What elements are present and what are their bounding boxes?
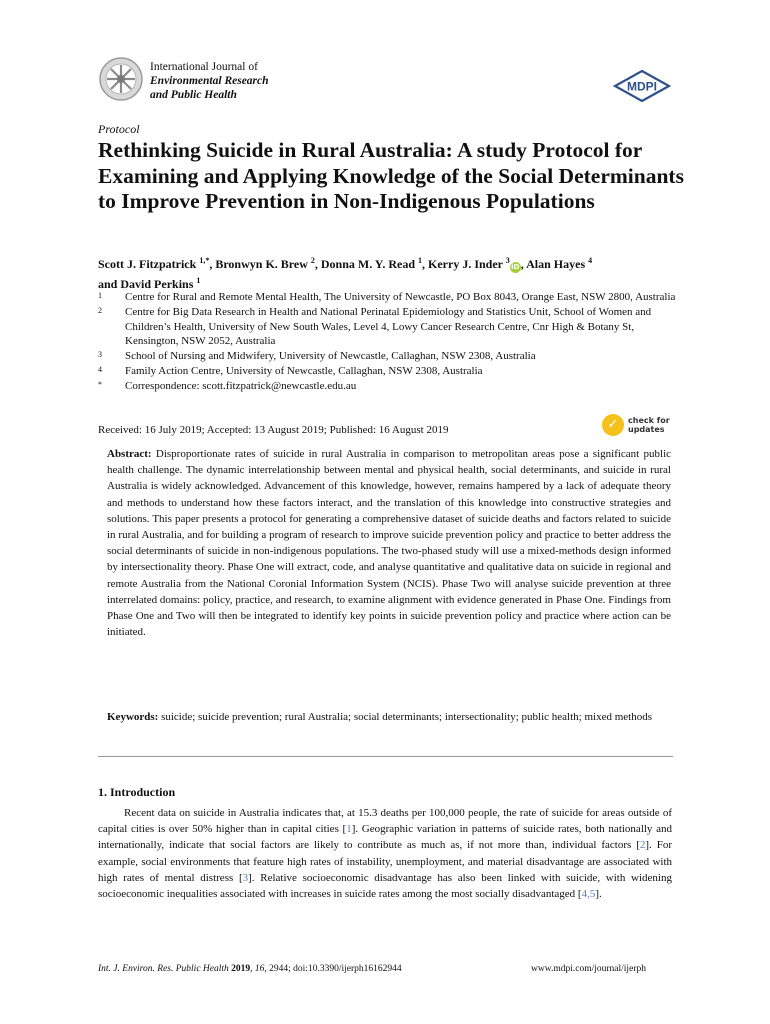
author-name: Scott J. Fitzpatrick	[98, 257, 197, 271]
footer-year: 2019	[231, 964, 251, 974]
affiliation-number: *	[98, 379, 102, 389]
abstract	[107, 446, 671, 640]
abstract-label: Abstract:	[107, 448, 152, 460]
journal-name-line2: Environmental Research	[150, 75, 269, 87]
affiliation-text: School of Nursing and Midwifery, University of Newcastle, Callaghan, NSW 2308, Australia	[125, 350, 536, 363]
citation-link[interactable]: 1	[346, 823, 352, 836]
section-heading: 1. Introduction	[98, 785, 176, 799]
affiliation-text: Family Action Centre, University of Newcastle, Callaghan, NSW 2308, Australia	[125, 364, 483, 377]
affiliation-number: 4	[98, 364, 102, 374]
footer-url[interactable]: www.mdpi.com/journal/ijerph	[531, 964, 646, 974]
affiliation-item	[98, 305, 678, 349]
affiliation-number: 2	[98, 305, 102, 315]
affiliation-item	[98, 364, 678, 379]
footer-journal: Int. J. Environ. Res. Public Health	[98, 964, 229, 974]
publication-dates: Received: 16 July 2019; Accepted: 13 August 2019; Published: 16 August 2019	[98, 424, 449, 436]
author-affil-sup: 1	[418, 256, 423, 265]
affiliation-list	[98, 290, 678, 394]
author-list: Scott J. Fitzpatrick $^{1,*}$, Bronwyn K. Brew $^2$, Donna M. Y. Read $^1$, Kerry J. Inder $^3$iD, Alan Hayes $^4$ and David Perkins $^1$	[98, 256, 593, 291]
affiliation-number: 3	[98, 350, 102, 360]
affiliation-number: 1	[98, 291, 102, 300]
citation-link[interactable]: 3	[242, 871, 249, 884]
article-type: Protocol	[98, 122, 140, 136]
author-name: Alan Hayes	[526, 257, 586, 271]
affiliation-item	[98, 290, 678, 305]
author-name: Donna M. Y. Read	[320, 257, 416, 271]
check-for-updates-button[interactable]	[602, 412, 674, 438]
correspondence-text[interactable]: Correspondence: scott.fitzpatrick@newcastle.edu.au	[125, 379, 357, 392]
citation-link[interactable]: 4,5	[581, 888, 596, 901]
abstract-text: Disproportionate rates of suicide in rural Australia in comparison to metropolitan areas pose a significant public health challenge. The dynamic interrelationship between mental and physical health, social determinants, and suicide in rural Australia is widely acknowledged. Advancement of this knowledge, however, remains hampered by a lack of adequate theory and methods to understand how these factors interact, and the translation of this knowledge into constructive strategies and solutions. This paper presents a protocol for generating a comprehensive dataset of suicide deaths and factors related to suicide in rural Australia, and for building a program of research to improve suicide prevention policy and practice to better address the social determinants of suicide in non-indigenous populations. The two-phased study will use a mixed-methods design informed by intersectionality theory. Phase One will extract, code, and analyse quantitative and qualitative data on suicide in regional and remote Australia from the National Coronial Information System (NCIS). Phase Two will analyse suicide prevention at three interrelated domains: policy, practice, and research, to examine alignment with evidence generated in Phase One. Findings from Phase One and Two will then be integrated to identify key points in suicide prevention policy and practice where action can be initiated.	[107, 448, 672, 639]
journal-name-line1: International Journal of	[150, 61, 258, 73]
author-conjunction: and	[98, 277, 118, 291]
check-updates-line1: check for	[628, 416, 670, 425]
mdpi-logo-icon	[612, 70, 672, 102]
author-name: Bronwyn K. Brew	[215, 257, 308, 271]
author-affil-sup: 1	[196, 276, 201, 285]
affiliation-text: Centre for Big Data Research in Health and National Perinatal Epidemiology and Statistics Unit, School of Women and Children’s Health, University of New South Wales, Level 4, Lowy Cancer Research Centre, Cnr High & Botany St, Kensington, NSW 2052, Australia	[125, 305, 652, 348]
section-divider	[98, 756, 673, 757]
intro-text: ]. For example, social environments that feature high rates of instability, unemployment, and material disadvantage are associated with high rates of mental distress [	[98, 839, 672, 884]
check-updates-line2: updates	[628, 425, 665, 434]
citation-link[interactable]: 2	[639, 839, 646, 852]
article-title: Rethinking Suicide in Rural Australia: A study Protocol for Examining and Applying Knowledge of the Social Determinants to Improve Prevention in Non-Indigenous Populations	[98, 138, 684, 213]
affiliation-item	[98, 379, 678, 394]
affiliation-text: Centre for Rural and Remote Mental Health, The University of Newcastle, PO Box 8043, Orange East, NSW 2800, Australia	[125, 291, 676, 303]
author-name: Kerry J. Inder	[428, 257, 503, 271]
author-affil-sup: 2	[310, 256, 315, 265]
intro-text: ]. Relative socioeconomic disadvantage has also been linked with suicide, with widening socioeconomic inequalities associated with increases in suicide rates among the most socially disadvantaged [	[98, 871, 672, 901]
footer-doi: , 2944; doi:10.3390/ijerph16162944	[264, 964, 402, 974]
mdpi-logo-text: MDPI	[627, 79, 657, 94]
journal-name	[150, 60, 269, 102]
footer-citation: Int. J. Environ. Res. Public Health 2019, 16, 2944; doi:10.3390/ijerph16162944	[98, 964, 402, 974]
intro-text: Recent data on suicide in Australia indicates that, at 15.3 deaths per 100,000 people, the rate of suicide for areas outside of capital cities is over 50% higher than in capital cities [	[98, 807, 672, 836]
author-affil-sup: 1,*	[199, 256, 210, 265]
keywords	[107, 709, 671, 725]
keywords-label: Keywords:	[107, 711, 159, 723]
author-affil-sup: 3	[505, 256, 510, 265]
journal-name-line3: and Public Health	[150, 89, 237, 101]
intro-paragraph	[98, 805, 672, 902]
intro-text: ]. Geographic variation in patterns of suicide rates, both nationally and internationally, indicate that social factors are likely to contribute as much as, if not more than, individual factors [	[98, 823, 672, 852]
keywords-text: suicide; suicide prevention; rural Australia; social determinants; intersectionality; public health; mixed methods	[161, 711, 652, 723]
check-for-updates-label	[628, 416, 670, 434]
author-name: David Perkins	[120, 277, 194, 291]
affiliation-item	[98, 349, 678, 364]
author-affil-sup: 4	[588, 256, 593, 265]
journal-logo-icon	[98, 56, 144, 102]
check-mark-icon: ✓	[602, 414, 624, 436]
orcid-icon[interactable]: iD	[511, 263, 520, 271]
intro-text: ].	[595, 888, 602, 901]
footer-volume: 16	[254, 964, 265, 974]
